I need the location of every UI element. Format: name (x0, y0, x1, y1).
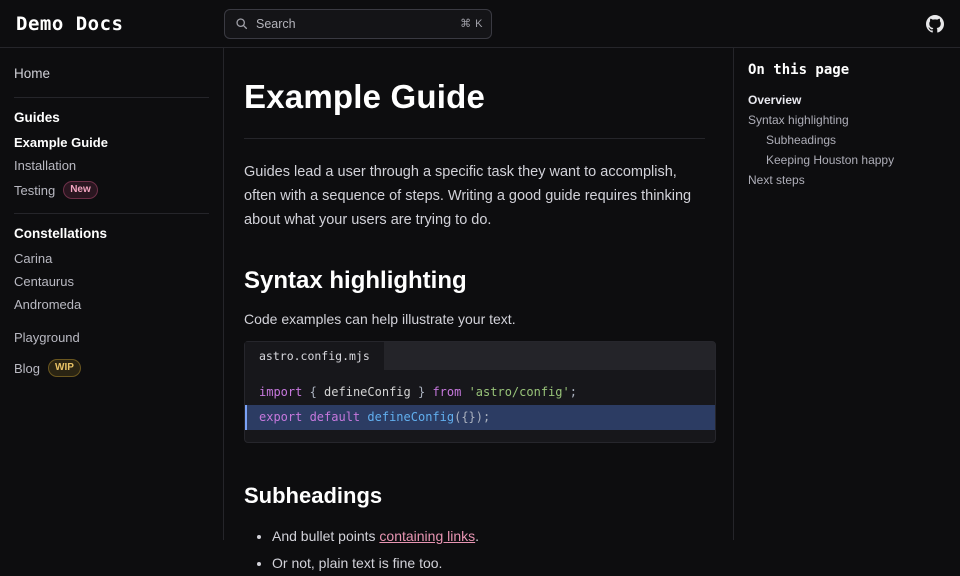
sidebar-item-label: Example Guide (14, 135, 108, 150)
badge-wip: WIP (48, 359, 81, 377)
bullet-list (244, 523, 705, 576)
code-token-args: ({}); (454, 409, 491, 424)
sidebar-item-centaurus[interactable] (0, 270, 223, 293)
code-line-1 (245, 380, 715, 405)
bullet-text-post: . (475, 528, 480, 545)
code-token-brace-open: { (302, 384, 325, 399)
page-title: Example Guide (244, 78, 486, 115)
list-item (272, 523, 705, 550)
search-icon (235, 17, 248, 30)
heading-syntax-highlighting: Syntax highlighting (244, 266, 467, 294)
on-this-page-toc (734, 48, 960, 540)
code-token-from: from (432, 384, 462, 399)
bullet-text-pre: And bullet points (272, 528, 380, 545)
sidebar-item-label: Andromeda (14, 297, 82, 312)
toc-item-subheadings[interactable]: Subheadings (766, 133, 837, 147)
toc-item-overview[interactable]: Overview (748, 93, 802, 107)
sidebar-item-testing[interactable] (0, 177, 223, 203)
list-item (272, 550, 705, 576)
sidebar-item-label: Carina (14, 251, 53, 266)
code-token-semicolon: ; (569, 384, 577, 399)
intro-paragraph: Guides lead a user through a specific task they want to accomplish, often with a sequence of steps. Writing a good guide requires thinking about what your users are trying to do. (244, 164, 692, 228)
code-tab-bar (245, 342, 715, 370)
sidebar-divider-2 (14, 213, 209, 214)
code-token-import: import (259, 384, 303, 399)
sidebar-item-label: Playground (14, 330, 80, 345)
code-body (245, 370, 715, 442)
sidebar-item-label: Installation (14, 158, 77, 173)
code-token-export: export (259, 409, 303, 424)
title-block (244, 48, 705, 139)
code-token-function: defineConfig (367, 409, 455, 424)
code-block (244, 341, 716, 443)
heading-subheadings: Subheadings (244, 483, 383, 509)
body (0, 48, 960, 571)
toc-item-syntax-highlighting[interactable]: Syntax highlighting (748, 113, 849, 127)
bullet-text-pre: Or not, plain text is fine too. (272, 554, 443, 571)
sidebar-item-blog[interactable] (0, 355, 223, 381)
code-token-default: default (302, 409, 368, 424)
github-link[interactable] (926, 15, 944, 33)
search-wrapper (224, 9, 492, 39)
toc-item-keeping-houston-happy[interactable]: Keeping Houston happy (766, 153, 895, 167)
containing-links-link[interactable]: containing links (379, 528, 476, 545)
github-icon (926, 15, 944, 33)
sidebar-item-installation[interactable] (0, 154, 223, 177)
sidebar-item-home[interactable]: Home (14, 66, 51, 81)
sidebar-item-label: Testing (14, 182, 56, 198)
search-input[interactable] (224, 9, 492, 39)
code-line-2-highlighted (245, 405, 715, 430)
sidebar-item-label: Centaurus (14, 274, 74, 289)
code-token-ident: defineConfig (324, 384, 411, 399)
code-tab-filename[interactable]: astro.config.mjs (245, 342, 384, 370)
syntax-paragraph: Code examples can help illustrate your text. (244, 310, 516, 327)
sidebar-divider-1 (14, 97, 209, 98)
sidebar-item-label: Blog (14, 360, 41, 376)
toc-title: On this page (748, 62, 850, 78)
sidebar-group-guides-title: Guides (14, 110, 60, 125)
sidebar-item-playground[interactable] (0, 326, 223, 349)
sidebar-top (0, 60, 223, 87)
search-shortcut-hint: ⌘ K (460, 18, 483, 30)
site-title[interactable]: Demo Docs (16, 12, 124, 35)
sidebar-group-constellations-title: Constellations (14, 226, 108, 241)
sidebar-item-carina[interactable] (0, 247, 223, 270)
code-token-brace-close: } (410, 384, 433, 399)
code-token-string: 'astro/config' (461, 384, 570, 399)
badge-new: New (63, 181, 98, 199)
main-content (224, 48, 734, 571)
header (0, 0, 960, 48)
sidebar (0, 48, 224, 540)
search-placeholder: Search (256, 16, 296, 31)
sidebar-item-andromeda[interactable] (0, 293, 223, 316)
sidebar-item-example-guide[interactable] (0, 131, 223, 154)
toc-item-next-steps[interactable]: Next steps (748, 173, 805, 187)
